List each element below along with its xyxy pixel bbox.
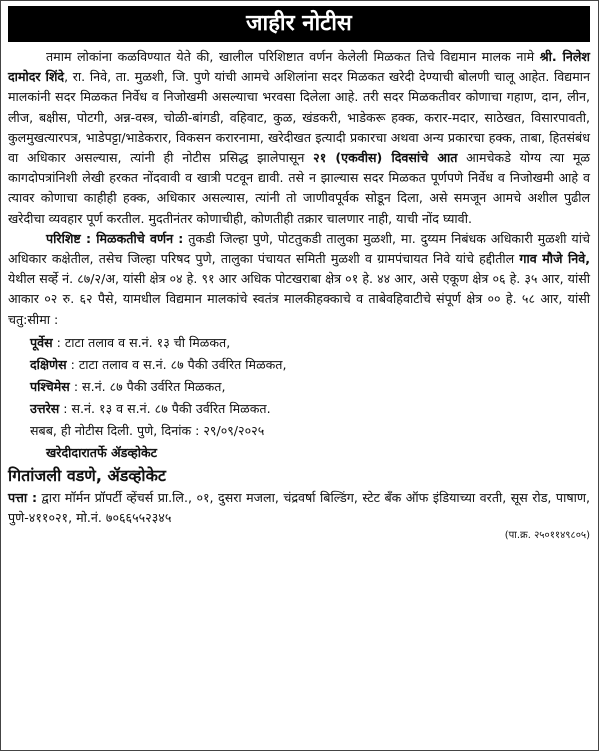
objection-deadline: २१ (एकवीस) दिवसांचे आत (313, 150, 458, 166)
boundary-south (30, 354, 590, 376)
boundary-text: : टाटा तलाव व स.नं. १३ ची मिळकत, (52, 334, 231, 350)
intro-text-3: आमचेकडे योग्य त्या मूळ कागदोपत्रांनिशी लेखी हरकत नोंदवावी व खात्री पटवून द्यावी. तसे न झाल्यास सदर मिळकत पूर्णपणे निर्वेध व निजोखमी आहे व त्यावर कोणाचा काहीही हक्क, अधिकार असल्यास, त्यांनी तो जाणीवपूर्वक सोडून दिला, असे समजून आमचे अशील पुढील खरेदीचा व्यवहार पूर्ण करतील. मुदतीनंतर कोणाचीही, कोणतीही तक्रार चालणार नाही, याची नोंद घ्यावी. (8, 150, 591, 226)
boundary-direction: पश्चिमेस (30, 378, 70, 394)
reference-number: (पा.क्र. २५०११४९८०५) (504, 529, 590, 541)
boundary-direction: उत्तरेस (30, 400, 60, 416)
address-text: द्वारा मॉर्मन प्रॉपर्टी व्हेंचर्स प्रा.लि., ०१, दुसरा मजला, चंद्रवर्षा बिल्डिंग, स्टेट बँक ऑफ इंडियाच्या वरती, सूस रोड, पाषाण, पुणे-४११०२१, मो.नं. ७०६६५५२३४५ (8, 489, 590, 525)
schedule-text-1: तुकडी जिल्हा पुणे, पोटतुकडी तालुका मुळशी, मा. दुय्यम निबंधक अधिकारी मुळशी यांचे अधिकार कक्षेतील, तसेच जिल्हा परिषद पुणे, तालुका पंचायत समिती मुळशी व ग्रामपंचायत निवे यांचे हद्दीतील (8, 230, 590, 267)
notice-date-line: सबब, ही नोटीस दिली. पुणे, दिनांक : २९/०९/२०२५ (30, 422, 265, 438)
advocate-name: गितांजली वडणे, ॲडव्होकेट (8, 465, 166, 485)
notice-title: जाहीर नोटीस (8, 6, 590, 42)
on-behalf-line: खरेदीदारातर्फे ॲडव्होकेट (46, 444, 158, 460)
schedule-text-2: येथील सर्व्हे नं. ८७/२/अ, यांसी क्षेत्र ०४ हे. ९१ आर अधिक पोटखराबा क्षेत्र ०१ हे. ४४ आर, असे एकूण क्षेत्र ०६ हे. ३५ आर, यांसी आकार ०२ रु. ६२ पैसे, यामधील विद्यमान मालकांचे स्वतंत्र मालकीहक्काचे व ताबेवहिवाटीचे संपूर्ण क्षेत्र ०० हे. ५८ आर, यांसी चतु:सीमा : (8, 271, 590, 327)
village-name: गाव मौजे निवे, (519, 251, 590, 267)
boundaries-list (30, 332, 590, 420)
boundary-north (30, 398, 590, 420)
boundary-text: : स.नं. ८७ पैकी उर्वरित मिळकत, (69, 378, 226, 394)
boundary-text: : टाटा तलाव व स.नं. ८७ पैकी उर्वरित मिळकत, (66, 356, 287, 372)
schedule-heading: परिशिष्ट : मिळकतीचे वर्णन : (46, 230, 184, 246)
boundary-direction: दक्षिणेस (30, 356, 67, 372)
intro-text-1: तमाम लोकांना कळविण्यात येते की, खालील परिशिष्टात वर्णन केलेली मिळकत तिचे विद्यमान मालक नामे (46, 49, 540, 64)
address-label: पत्ता : (8, 489, 38, 505)
boundary-west (30, 376, 590, 398)
schedule-paragraph (8, 229, 590, 330)
advocate-address (8, 488, 590, 528)
boundary-text: : स.नं. १३ व स.नं. ८७ पैकी उर्वरित मिळकत. (59, 400, 271, 416)
intro-text-2: , रा. निवे, ता. मुळशी, जि. पुणे यांची आमचे अशिलांना सदर मिळकत खरेदी देण्याची बोलणी चालू आहेत. विद्यमान मालकांनी सदर मिळकत निर्वेध व निजोखमी असल्याचा भरवसा दिलेला आहे. तरी सदर मिळकतीवर कोणाचा गहाण, दान, लीन, लीज, बक्षीस, पोटगी, अन्न-वस्त्र, चोळी-बांगडी, वहिवाट, कुळ, खंडकरी, भाडेकरू हक्क, करार-मदार, साठेखत, विसारपावती, कुलमुखत्यारपत्र, भाडेपट्टा/भाडेकरार, विकसन करारनामा, खरेदीखत इत्यादी प्रकारचा अथवा अन्य प्रकारचा हक्क, ताबा, हितसंबंध वा अधिकार असल्यास, त्यांनी ही नोटीस प्रसिद्ध झालेपासून (8, 69, 590, 166)
owner-name: श्री. निलेश दामोदर शिंदे (8, 49, 591, 85)
intro-paragraph (8, 47, 590, 229)
boundary-direction: पूर्वेस (30, 334, 53, 350)
boundary-east (30, 332, 590, 354)
